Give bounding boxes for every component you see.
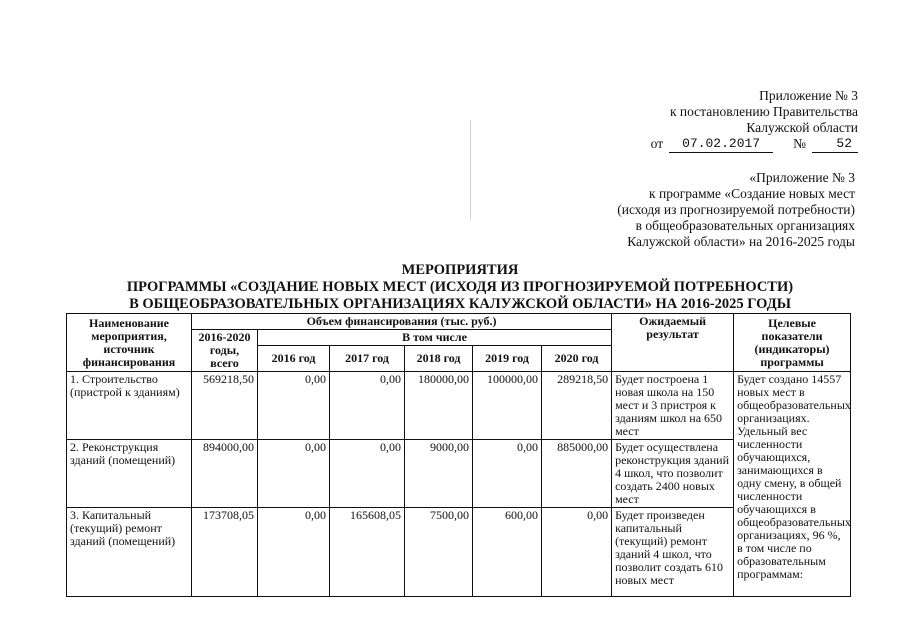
row-2019: 100000,00 — [473, 372, 542, 440]
header-2019: 2019 год — [473, 346, 542, 372]
row-2020: 885000,00 — [542, 440, 612, 508]
decree-date-number-row — [651, 136, 858, 153]
header-indicators: Целевые показатели (индикаторы) программы — [734, 314, 851, 372]
indicators-cell: Будет создано 14557 новых мест в общеобразовательных организациях. Удельный вес численности обучающихся, занимающихся в одну смену, в общей численности обучающихся в общеобразовательных организациях, 96 %, в том числе по образовательным программам: — [734, 372, 851, 597]
header-2020: 2020 год — [542, 346, 612, 372]
header-2017: 2017 год — [330, 346, 405, 372]
title-line-1: МЕРОПРИЯТИЯ — [401, 262, 519, 278]
row-2019: 0,00 — [473, 440, 542, 508]
decree-appendix-line-1: Приложение № 3 — [759, 88, 858, 103]
document-title — [60, 262, 860, 313]
row-2017: 0,00 — [330, 440, 405, 508]
row-2020: 0,00 — [542, 508, 612, 597]
row-2017: 0,00 — [330, 372, 405, 440]
header-total: 2016-2020 годы, всего — [192, 330, 258, 372]
row-name: 1. Строительство (пристрой к зданиям) — [67, 372, 192, 440]
decree-appendix-line-3: Калужской области — [746, 120, 858, 135]
row-total: 894000,00 — [192, 440, 258, 508]
header-funding: Объем финансирования (тыс. руб.) — [192, 314, 612, 330]
row-2018: 7500,00 — [405, 508, 473, 597]
row-result: Будет произведен капитальный (текущий) ремонт зданий 4 школ, что позволит создать 610 новых мест — [612, 508, 734, 597]
row-2019: 600,00 — [473, 508, 542, 597]
row-2016: 0,00 — [258, 372, 330, 440]
table-row — [67, 440, 851, 508]
program-appendix-line-5: Калужской области» на 2016-2025 годы — [627, 234, 855, 249]
row-2018: 180000,00 — [405, 372, 473, 440]
decree-number: 52 — [812, 136, 858, 153]
row-total: 173708,05 — [192, 508, 258, 597]
table-row — [67, 372, 851, 440]
program-appendix-reference — [617, 170, 855, 250]
header-including: В том числе — [258, 330, 612, 346]
decree-appendix-line-2: к постановлению Правительства — [669, 104, 858, 119]
from-label: от — [650, 136, 664, 151]
header-2016: 2016 год — [258, 346, 330, 372]
header-name: Наименование мероприятия, источник финансирования — [67, 314, 192, 372]
table-row — [67, 508, 851, 597]
row-result: Будет построена 1 новая школа на 150 мест и 3 пристроя к зданиям школ на 650 мест — [612, 372, 734, 440]
decree-appendix-reference — [651, 88, 858, 153]
program-appendix-line-4: в общеобразовательных организациях — [635, 218, 855, 233]
header-result: Ожидаемый результат — [612, 314, 734, 372]
decree-date: 07.02.2017 — [669, 136, 773, 153]
program-appendix-line-1: «Приложение № 3 — [749, 170, 855, 185]
row-name: 3. Капитальный (текущий) ремонт зданий (помещений) — [67, 508, 192, 597]
activities-table — [66, 313, 851, 597]
row-2020: 289218,50 — [542, 372, 612, 440]
scan-artifact-line — [470, 120, 471, 220]
row-2017: 165608,05 — [330, 508, 405, 597]
title-line-2: ПРОГРАММЫ «СОЗДАНИЕ НОВЫХ МЕСТ (ИСХОДЯ ИЗ ПРОГНОЗИРУЕМОЙ ПОТРЕБНОСТИ) — [126, 279, 794, 295]
row-result: Будет осуществлена реконструкция зданий 4 школ, что позволит создать 2400 новых мест — [612, 440, 734, 508]
title-line-3: В ОБЩЕОБРАЗОВАТЕЛЬНЫХ ОРГАНИЗАЦИЯХ КАЛУЖСКОЙ ОБЛАСТИ» НА 2016-2025 ГОДЫ — [129, 296, 791, 312]
row-name: 2. Реконструкция зданий (помещений) — [67, 440, 192, 508]
row-2018: 9000,00 — [405, 440, 473, 508]
number-label: № — [793, 136, 806, 151]
row-2016: 0,00 — [258, 508, 330, 597]
row-total: 569218,50 — [192, 372, 258, 440]
row-2016: 0,00 — [258, 440, 330, 508]
program-appendix-line-3: (исходя из прогнозируемой потребности) — [617, 202, 855, 217]
header-row-1 — [67, 314, 851, 330]
header-2018: 2018 год — [405, 346, 473, 372]
program-appendix-line-2: к программе «Создание новых мест — [649, 186, 855, 201]
